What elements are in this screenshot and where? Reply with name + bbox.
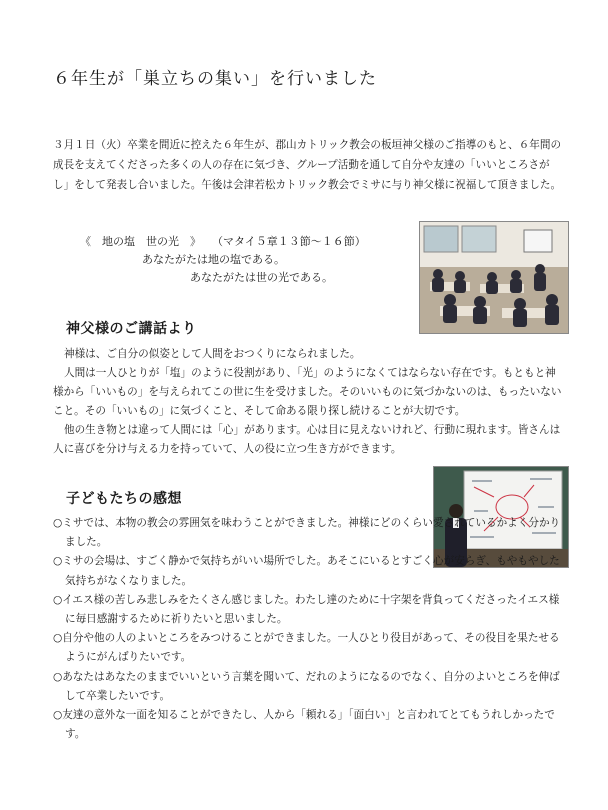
list-item: ○あなたはあなたのままでいいという言葉を聞いて、だれのようになるのでなく、自分のよいところを伸ばして卒業したいです。: [53, 670, 560, 702]
section-heading-priest-talk: 神父様のご講話より: [66, 321, 197, 337]
priest-talk-paragraph: 神様は、ご自分の似姿として人間をおつくりになられました。: [64, 348, 361, 360]
scripture-line-salt: あなたがたは地の塩である。: [142, 253, 285, 266]
priest-talk-body: [53, 345, 565, 459]
list-item: ○イエス様の苦しみ悲しみをたくさん感じました。わたし達のために十字架を背負ってくださったイエス様に毎日感謝するために祈りたいと思いました。: [53, 593, 560, 626]
list-item: ○自分や他の人のよいところをみつけることができました。一人ひとり役目があって、その役目を果たせるようにがんばりたいです。: [53, 632, 560, 664]
scripture-line-light: あなたがたは世の光である。: [190, 271, 333, 284]
priest-talk-paragraph: 人間は一人ひとりが「塩」のように役割があり、「光」のようになくてはならない存在です。もともと神様から「いいもの」を与えられてこの世に生を受けました。そのいいものに気づかないのは、もったいないこと。その「いいもの」に気づくこと、そして命ある限り探し続けることが大切です。: [53, 367, 562, 417]
section-heading-student-impressions: 子どもたちの感想: [66, 491, 182, 507]
priest-talk-paragraph: 他の生き物とは違って人間には「心」があります。心は目に見えないけれど、行動に現れます。皆さんは人に喜びを分け与える力を持っていて、人の役に立つ生き方ができます。: [53, 424, 561, 455]
list-item: ○ミサの会場は、すごく静かで気持ちがいい場所でした。あそこにいるとすごく心が安らぎ、もやもやした気持ちがなくなりました。: [53, 555, 560, 587]
page-title: ６年生が「巣立ちの集い」を行いました: [53, 69, 377, 89]
classroom-photo: [419, 221, 569, 334]
scripture-reference: 《 地の塩 世の光 》 （マタイ５章１３節～１６節）: [80, 235, 366, 248]
list-item: ○ミサでは、本物の教会の雰囲気を味わうことができました。神様にどのくらい愛されているかよく分かりました。: [53, 517, 561, 549]
intro-paragraph: ３月１日（火）卒業を間近に控えた６年生が、郡山カトリック教会の板垣神父様のご指導のもと、６年間の成長を支えてくださった多くの人の存在に気づき、グループ活動を通して自分や友達の「いいところさがし」をして発表し合いました。午後は会津若松カトリック教会でミサに与り神父様に祝福して頂きました。: [53, 139, 562, 191]
impressions-list: [53, 514, 568, 744]
list-item: ○友達の意外な一面を知ることができたし、人から「頼れる」「面白い」と言われてとてもうれしかったです。: [53, 709, 555, 741]
